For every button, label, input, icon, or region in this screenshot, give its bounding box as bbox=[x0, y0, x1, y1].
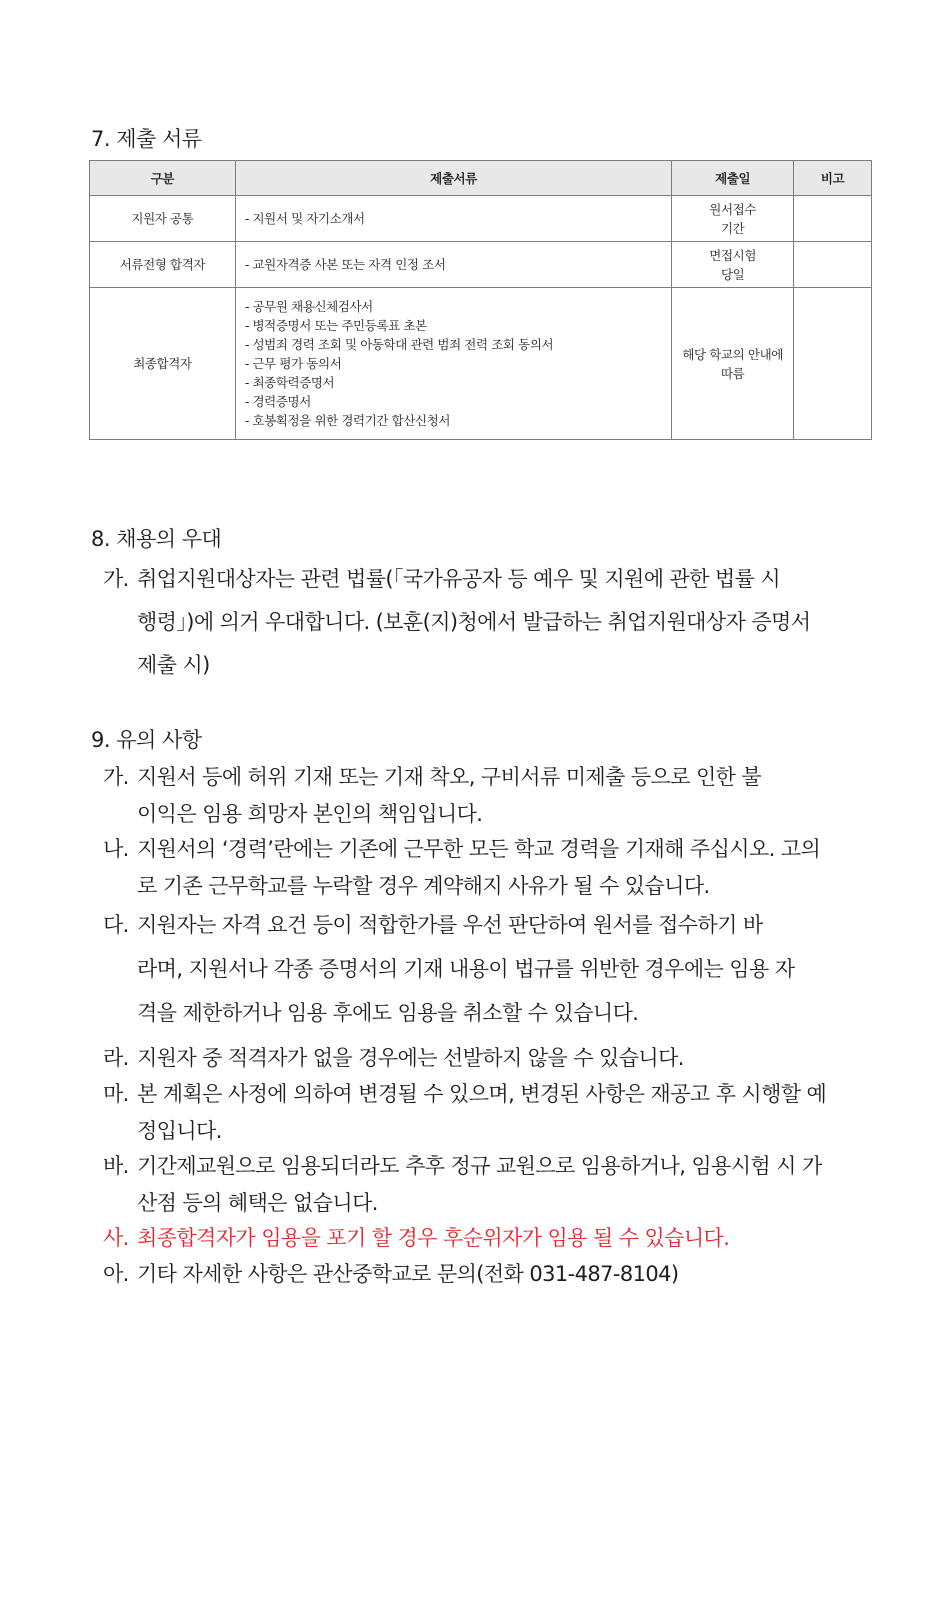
row-note bbox=[794, 242, 872, 288]
header-category: 구분 bbox=[90, 161, 236, 196]
item-line: 정입니다. bbox=[137, 1119, 222, 1143]
row-category: 최종합격자 bbox=[90, 288, 236, 440]
table-header-row bbox=[90, 161, 872, 196]
notice-item bbox=[103, 1148, 863, 1222]
item-line: 제출 시) bbox=[137, 653, 210, 677]
section-7-title: 7. 제출 서류 bbox=[91, 127, 202, 151]
item-line: 지원자 중 적격자가 없을 경우에는 선발하지 않을 수 있습니다. bbox=[137, 1046, 684, 1070]
item-line: 최종합격자가 임용을 포기 할 경우 후순위자가 임용 될 수 있습니다. bbox=[137, 1226, 730, 1250]
item-text bbox=[103, 903, 863, 1035]
item-text bbox=[103, 831, 863, 905]
header-note: 비고 bbox=[794, 161, 872, 196]
item-text bbox=[103, 1076, 863, 1150]
notice-item bbox=[103, 831, 863, 905]
document-item: - 공무원 채용신체검사서 bbox=[244, 299, 373, 314]
notice-item bbox=[103, 759, 863, 833]
item-text bbox=[103, 1148, 863, 1222]
item-line: 지원서의 ‘경력’란에는 기존에 근무한 모든 학교 경력을 기재해 주십시오. 고의 bbox=[137, 837, 821, 861]
item-text bbox=[103, 759, 863, 833]
date-line: 원서접수 bbox=[709, 201, 756, 217]
notice-item bbox=[103, 1076, 863, 1150]
item-line: 기간제교원으로 임용되더라도 추후 정규 교원으로 임용하거나, 임용시험 시 가 bbox=[137, 1154, 822, 1178]
item-marker: 바. bbox=[103, 1154, 129, 1178]
item-text bbox=[103, 558, 863, 687]
item-line: 행령」)에 의거 우대합니다. (보훈(지)청에서 발급하는 취업지원대상자 증명서 bbox=[137, 610, 811, 634]
item-text bbox=[103, 1220, 863, 1257]
row-note bbox=[794, 288, 872, 440]
row-date bbox=[672, 242, 794, 288]
notice-item bbox=[103, 1256, 863, 1293]
date-line: 면접시험 bbox=[709, 247, 756, 263]
item-line: 지원자는 자격 요건 등이 적합한가를 우선 판단하여 원서를 접수하기 바 bbox=[137, 913, 763, 937]
row-category: 서류전형 합격자 bbox=[90, 242, 236, 288]
item-marker: 가. bbox=[103, 567, 129, 591]
section-8-title: 8. 채용의 우대 bbox=[91, 527, 222, 551]
item-line: 로 기존 근무학교를 누락할 경우 계약해지 사유가 될 수 있습니다. bbox=[137, 874, 710, 898]
item-line: 격을 제한하거나 임용 후에도 임용을 취소할 수 있습니다. bbox=[137, 1001, 639, 1025]
header-submission-date: 제출일 bbox=[672, 161, 794, 196]
table-row bbox=[90, 288, 872, 440]
table-row bbox=[90, 196, 872, 242]
document-item: - 교원자격증 사본 또는 자격 인정 조서 bbox=[244, 257, 446, 272]
notice-item bbox=[103, 903, 863, 1035]
section-9-title: 9. 유의 사항 bbox=[91, 728, 202, 752]
item-marker: 나. bbox=[103, 837, 129, 861]
notice-item-highlighted bbox=[103, 1220, 863, 1257]
item-line: 라며, 지원서나 각종 증명서의 기재 내용이 법규를 위반한 경우에는 임용 자 bbox=[137, 957, 795, 981]
row-documents bbox=[235, 288, 671, 440]
row-category: 지원자 공통 bbox=[90, 196, 236, 242]
row-documents bbox=[235, 196, 671, 242]
date-line: 따름 bbox=[720, 365, 745, 381]
document-item: - 병적증명서 또는 주민등록표 초본 bbox=[244, 318, 427, 333]
document-item: - 근무 평가 동의서 bbox=[244, 356, 342, 371]
row-date bbox=[672, 288, 794, 440]
contact-line: 기타 자세한 사항은 관산중학교로 문의(전화 031-487-8104) bbox=[137, 1262, 679, 1286]
notice-item bbox=[103, 1040, 863, 1077]
row-note bbox=[794, 196, 872, 242]
document-item: - 지원서 및 자기소개서 bbox=[244, 211, 365, 226]
submission-documents-table bbox=[89, 160, 872, 440]
item-text bbox=[103, 1256, 863, 1293]
item-marker: 아. bbox=[103, 1262, 129, 1286]
item-marker: 다. bbox=[103, 913, 129, 937]
item-line: 취업지원대상자는 관련 법률(「국가유공자 등 예우 및 지원에 관한 법률 시 bbox=[137, 567, 781, 591]
item-text bbox=[103, 1040, 863, 1077]
item-marker: 라. bbox=[103, 1046, 129, 1070]
item-marker: 마. bbox=[103, 1082, 129, 1106]
table-row bbox=[90, 242, 872, 288]
preference-item bbox=[103, 558, 863, 687]
item-line: 본 계획은 사정에 의하여 변경될 수 있으며, 변경된 사항은 재공고 후 시행할 예 bbox=[137, 1082, 827, 1106]
document-item: - 성범죄 경력 조회 및 아동학대 관련 범죄 전력 조회 동의서 bbox=[244, 337, 554, 352]
header-documents: 제출서류 bbox=[235, 161, 671, 196]
document-item: - 호봉획정을 위한 경력기간 합산신청서 bbox=[244, 413, 451, 428]
date-line: 당일 bbox=[720, 266, 745, 282]
item-marker: 사. bbox=[103, 1226, 129, 1250]
document-item: - 최종학력증명서 bbox=[244, 375, 335, 390]
row-date bbox=[672, 196, 794, 242]
item-line: 산점 등의 혜택은 없습니다. bbox=[137, 1191, 378, 1215]
document-item: - 경력증명서 bbox=[244, 394, 311, 409]
date-line: 기간 bbox=[720, 220, 745, 236]
item-line: 지원서 등에 허위 기재 또는 기재 착오, 구비서류 미제출 등으로 인한 불 bbox=[137, 765, 762, 789]
item-line: 이익은 임용 희망자 본인의 책임입니다. bbox=[137, 802, 483, 826]
date-line: 해당 학교의 안내에 bbox=[682, 346, 783, 362]
row-documents bbox=[235, 242, 671, 288]
item-marker: 가. bbox=[103, 765, 129, 789]
